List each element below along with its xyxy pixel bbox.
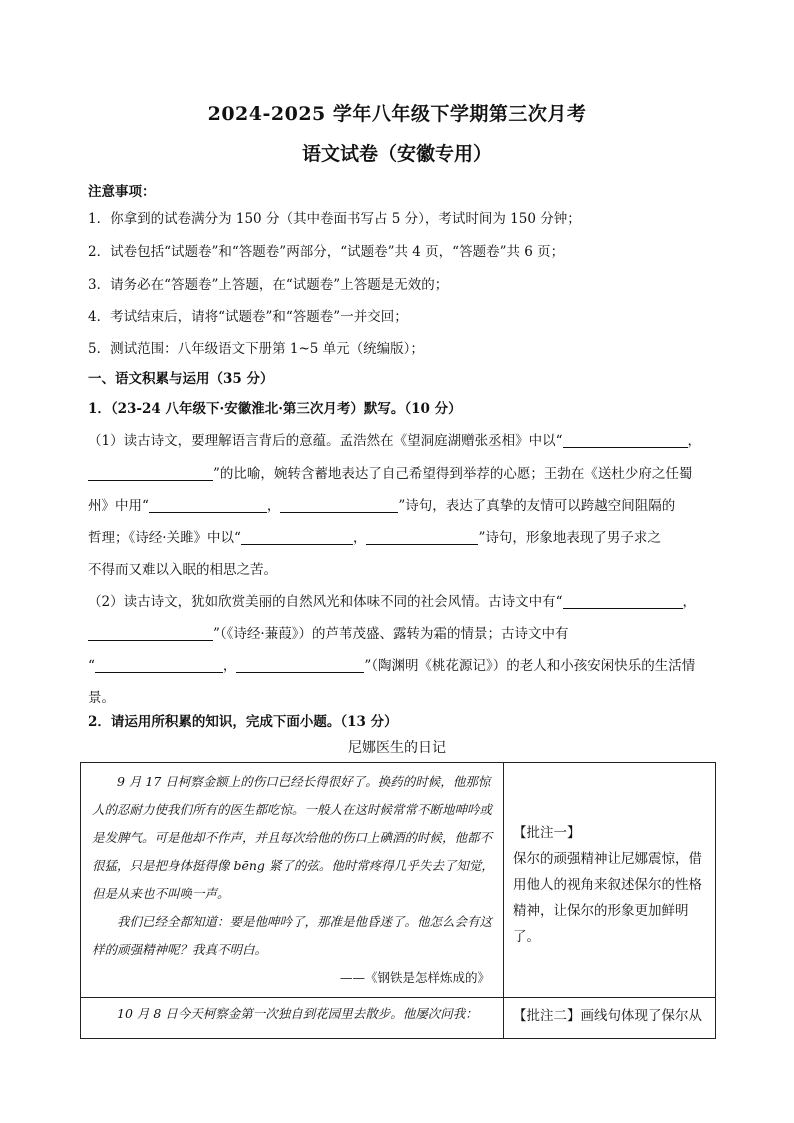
section1-heading: 一、语文积累与运用（35 分） bbox=[88, 371, 274, 387]
answer-blank[interactable] bbox=[149, 498, 267, 513]
exam-title: 2024-2025 学年八年级下学期第三次月考 bbox=[207, 103, 587, 125]
answer-blank[interactable] bbox=[88, 626, 213, 641]
q1-part1-line3: 州》中用“ ， ”诗句，表达了真挚的友情可以跨越空间阻隔的 bbox=[88, 498, 676, 514]
q1-part1-line2: ”的比喻，婉转含蓄地表达了自己希望得到举荐的心愿；王勃在《送杜少府之任蜀 bbox=[88, 462, 692, 482]
diary-entry bbox=[82, 764, 502, 996]
q1-part2-line3: “ ， ”（陶渊明《桃花源记》）的老人和小孩安闲快乐的生活情 bbox=[88, 658, 696, 674]
notice-item-3: 3．请务必在“答题卷”上答题，在“试题卷”上答题是无效的； bbox=[88, 277, 449, 293]
answer-blank[interactable] bbox=[366, 530, 478, 545]
annotation-cell bbox=[504, 763, 716, 998]
question1-title: 1．（23-24 八年级下·安徽淮北·第三次月考）默写。（10 分） bbox=[88, 401, 462, 417]
diary-entry-cell bbox=[81, 763, 504, 998]
answer-blank[interactable] bbox=[563, 594, 683, 609]
q1-part1-line1: （1）读古诗文，要理解语言背后的意蕴。孟浩然在《望洞庭湖赠张丞相》中以“ ， bbox=[88, 433, 701, 449]
answer-blank[interactable] bbox=[95, 658, 223, 673]
diary-paragraph: 10 月 8 日今天柯察金第一次独自到花园里去散步。他屡次问我： bbox=[117, 1006, 478, 1021]
answer-blank[interactable] bbox=[88, 466, 213, 481]
diary-attribution: ——《钢铁是怎样炼成的》 bbox=[339, 970, 490, 985]
table-row bbox=[81, 998, 716, 1039]
answer-blank[interactable] bbox=[241, 530, 353, 545]
notice-item-4: 4．考试结束后，请将“试题卷”和“答题卷”一并交回； bbox=[88, 309, 408, 325]
exam-subtitle: 语文试卷（安徽专用） bbox=[301, 143, 492, 165]
annotation-1 bbox=[505, 764, 714, 950]
answer-blank[interactable] bbox=[236, 658, 364, 673]
question2-title: 2．请运用所积累的知识，完成下面小题。（13 分） bbox=[88, 714, 398, 730]
answer-blank[interactable] bbox=[280, 498, 398, 513]
diary-paragraph: 我们已经全都知道：要是他呻吟了，那准是他昏迷了。他怎么会有这样的顽强精神呢？我真不明白。 bbox=[92, 914, 493, 957]
notice-heading: 注意事项： bbox=[88, 184, 156, 200]
q1-part1-line5: 不得而又难以入眠的相思之苦。 bbox=[88, 562, 277, 578]
answer-blank[interactable] bbox=[563, 433, 688, 448]
q1-part1-line4: 哲理；《诗经·关雎》中以“ ， ”诗句，形象地表现了男子求之 bbox=[88, 530, 661, 546]
annotation-title: 【批注一】 bbox=[513, 825, 581, 841]
q1-part2-line2: ”（《诗经·蒹葭》）的芦苇茂盛、露转为霜的情景；古诗文中有 bbox=[88, 622, 568, 642]
diary-entry bbox=[82, 999, 502, 1029]
q1-part2-line4: 景。 bbox=[88, 690, 115, 706]
annotation-2: 【批注二】画线句体现了保尔从 bbox=[513, 1008, 702, 1024]
diary-paragraph: 9 月 17 日柯察金额上的伤口已经长得很好了。换药的时候，他那惊人的忍耐力使我们所有的医生都吃惊。一般人在这时候常常不断地呻吟或是发脾气。可是他却不作声，并且每次给他的伤口上碘酒的时候，他都不很猛，只是把身体挺得像 bēng 紧了的弦。他时常疼得几乎失去了知觉，但是从来也不叫唤一声。 bbox=[92, 774, 494, 901]
notice-item-5: 5．测试范围：八年级语文下册第 1~5 单元（统编版）； bbox=[88, 341, 424, 357]
notice-item-1: 1．你拿到的试卷满分为 150 分（其中卷面书写占 5 分），考试时间为 150 分钟； bbox=[88, 211, 581, 227]
annotation-body: 保尔的顽强精神让尼娜震惊，借用他人的视角来叙述保尔的性格精神，让保尔的形象更加鲜明了。 bbox=[513, 851, 702, 945]
q1-part2-line1: （2）读古诗文，犹如欣赏美丽的自然风光和体味不同的社会风情。古诗文中有“ ， bbox=[88, 594, 696, 610]
diary-entry-cell bbox=[81, 998, 504, 1039]
notice-item-2: 2．试卷包括“试题卷”和“答题卷”两部分，“试题卷”共 4 页，“答题卷”共 6 页； bbox=[88, 244, 565, 260]
table-row bbox=[81, 763, 716, 998]
diary-caption: 尼娜医生的日记 bbox=[348, 740, 446, 756]
annotation-cell bbox=[504, 998, 716, 1039]
diary-table bbox=[80, 762, 716, 1039]
